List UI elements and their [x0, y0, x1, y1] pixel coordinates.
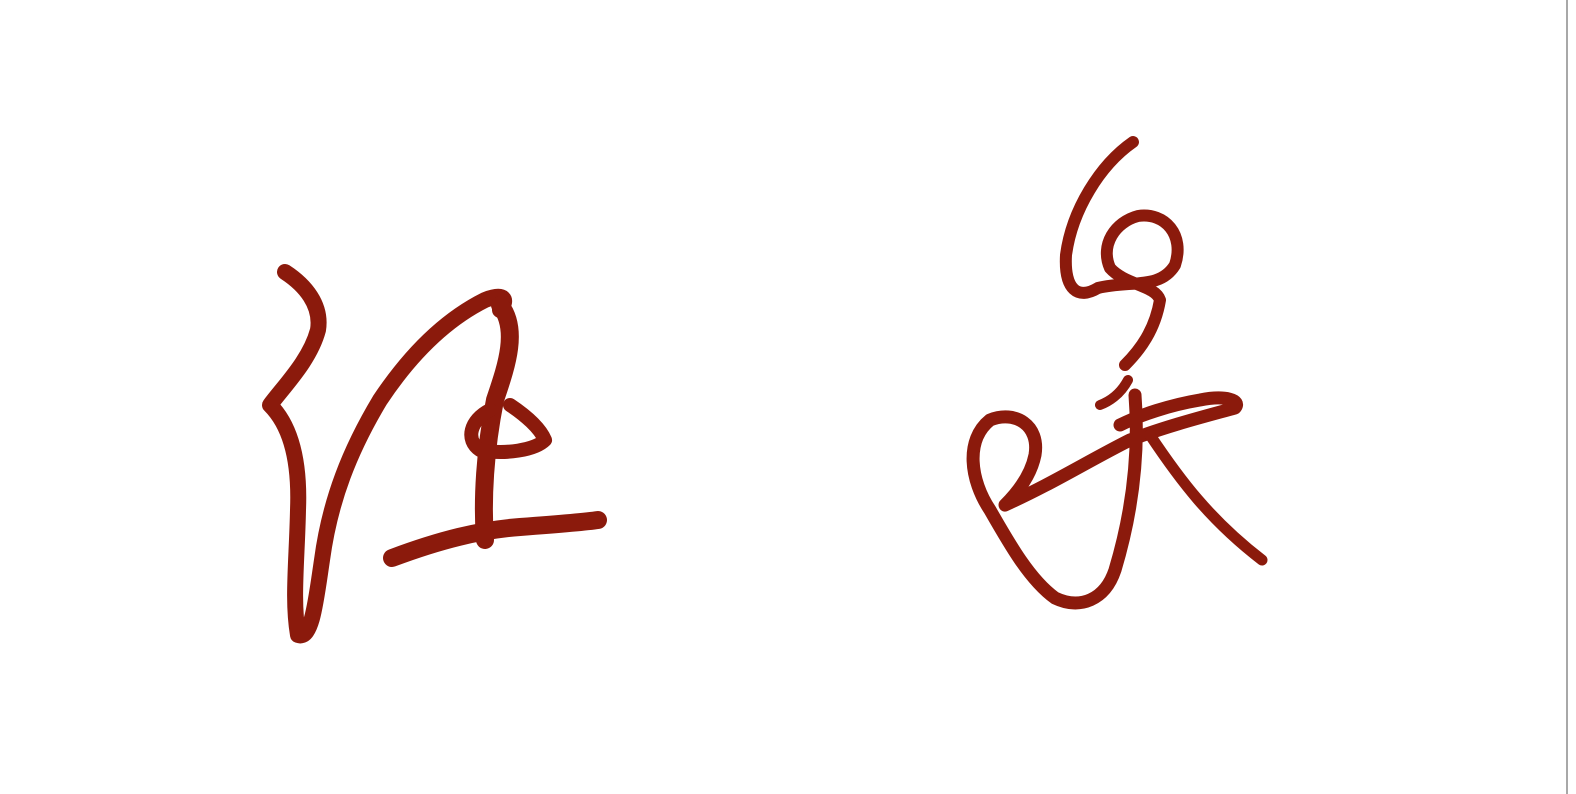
character-2-stroke-top [1066, 142, 1178, 365]
character-1-stroke-base [392, 520, 598, 558]
page-edge-margin [1568, 0, 1576, 794]
character-2-stroke-middle [1100, 380, 1128, 405]
character-1-stroke-center [484, 305, 510, 540]
signature-character-2 [973, 142, 1262, 603]
signature-character-1 [270, 272, 598, 635]
character-2-stroke-tail [1150, 435, 1262, 560]
character-1-stroke-left [270, 272, 504, 635]
